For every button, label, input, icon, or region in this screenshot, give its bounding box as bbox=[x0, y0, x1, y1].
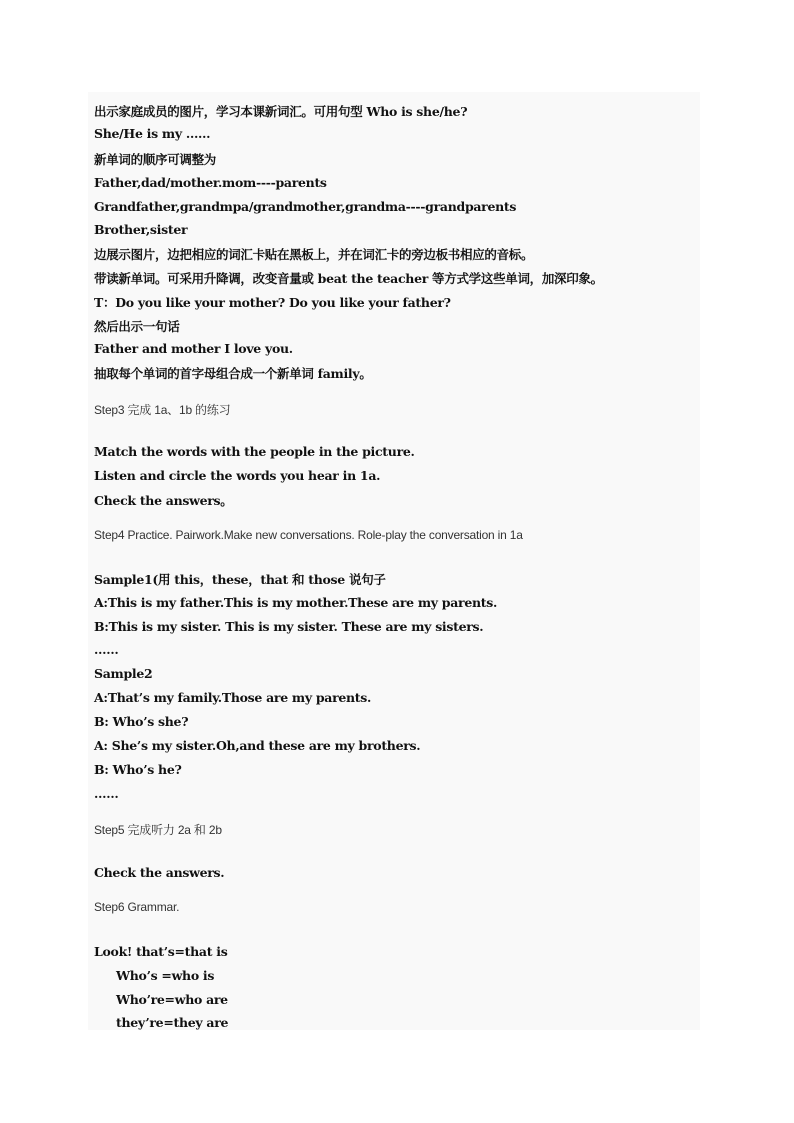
text-line: Step3 完成 1a、1b 的练习 bbox=[94, 403, 231, 417]
text-line: A:This is my father.This is my mother.These are my parents. bbox=[94, 595, 498, 610]
text-line: Step5 完成听力 2a 和 2b bbox=[94, 823, 222, 837]
text-line: 抽取每个单词的首字母组合成一个新单词 family。 bbox=[94, 366, 372, 381]
text-line: T：Do you like your mother? Do you like your father? bbox=[94, 295, 451, 310]
text-line: Brother,sister bbox=[94, 222, 188, 237]
text-line: …… bbox=[94, 786, 119, 801]
text-line: Grandfather,grandmpa/grandmother,grandma----grandparents bbox=[94, 199, 517, 214]
text-line: Match the words with the people in the picture. bbox=[94, 444, 415, 459]
text-line: 新单词的顺序可调整为 bbox=[94, 152, 217, 167]
text-line: She/He is my …… bbox=[94, 126, 211, 141]
text-line: Step6 Grammar. bbox=[94, 900, 180, 914]
text-line: 边展示图片，边把相应的词汇卡贴在黑板上，并在词汇卡的旁边板书相应的音标。 bbox=[94, 247, 534, 262]
text-line: Look! that’s=that is bbox=[94, 944, 228, 959]
text-line: Who’re=who are bbox=[116, 992, 228, 1007]
text-line: 然后出示一句话 bbox=[94, 319, 180, 334]
text-line: Sample2 bbox=[94, 666, 153, 681]
text-line: 带读新单词。可采用升降调，改变音量或 beat the teacher 等方式学这些单词，加深印象。 bbox=[94, 271, 603, 286]
text-line: A:That’s my family.Those are my parents. bbox=[94, 690, 372, 705]
text-line: Check the answers。 bbox=[94, 493, 233, 508]
text-line: Father,dad/mother.mom----parents bbox=[94, 175, 327, 190]
text-line: Sample1(用 this，these，that 和 those 说句子 bbox=[94, 572, 386, 587]
text-line: Who’s =who is bbox=[116, 968, 215, 983]
text-line: B: Who’s he? bbox=[94, 762, 182, 777]
text-line: Step4 Practice. Pairwork.Make new conversations. Role-play the conversation in 1a bbox=[94, 528, 523, 542]
text-line: B: Who’s she? bbox=[94, 714, 189, 729]
text-line: B:This is my sister. This is my sister. These are my sisters. bbox=[94, 619, 484, 634]
text-line: …… bbox=[94, 642, 119, 657]
text-line: 出示家庭成员的图片，学习本课新词汇。可用句型 Who is she/he? bbox=[94, 104, 468, 119]
text-line: Father and mother I love you. bbox=[94, 341, 293, 356]
text-line: A: She’s my sister.Oh,and these are my brothers. bbox=[94, 738, 421, 753]
text-line: they’re=they are bbox=[116, 1015, 229, 1030]
text-line: Listen and circle the words you hear in 1a. bbox=[94, 468, 381, 483]
text-line: Check the answers. bbox=[94, 865, 225, 880]
